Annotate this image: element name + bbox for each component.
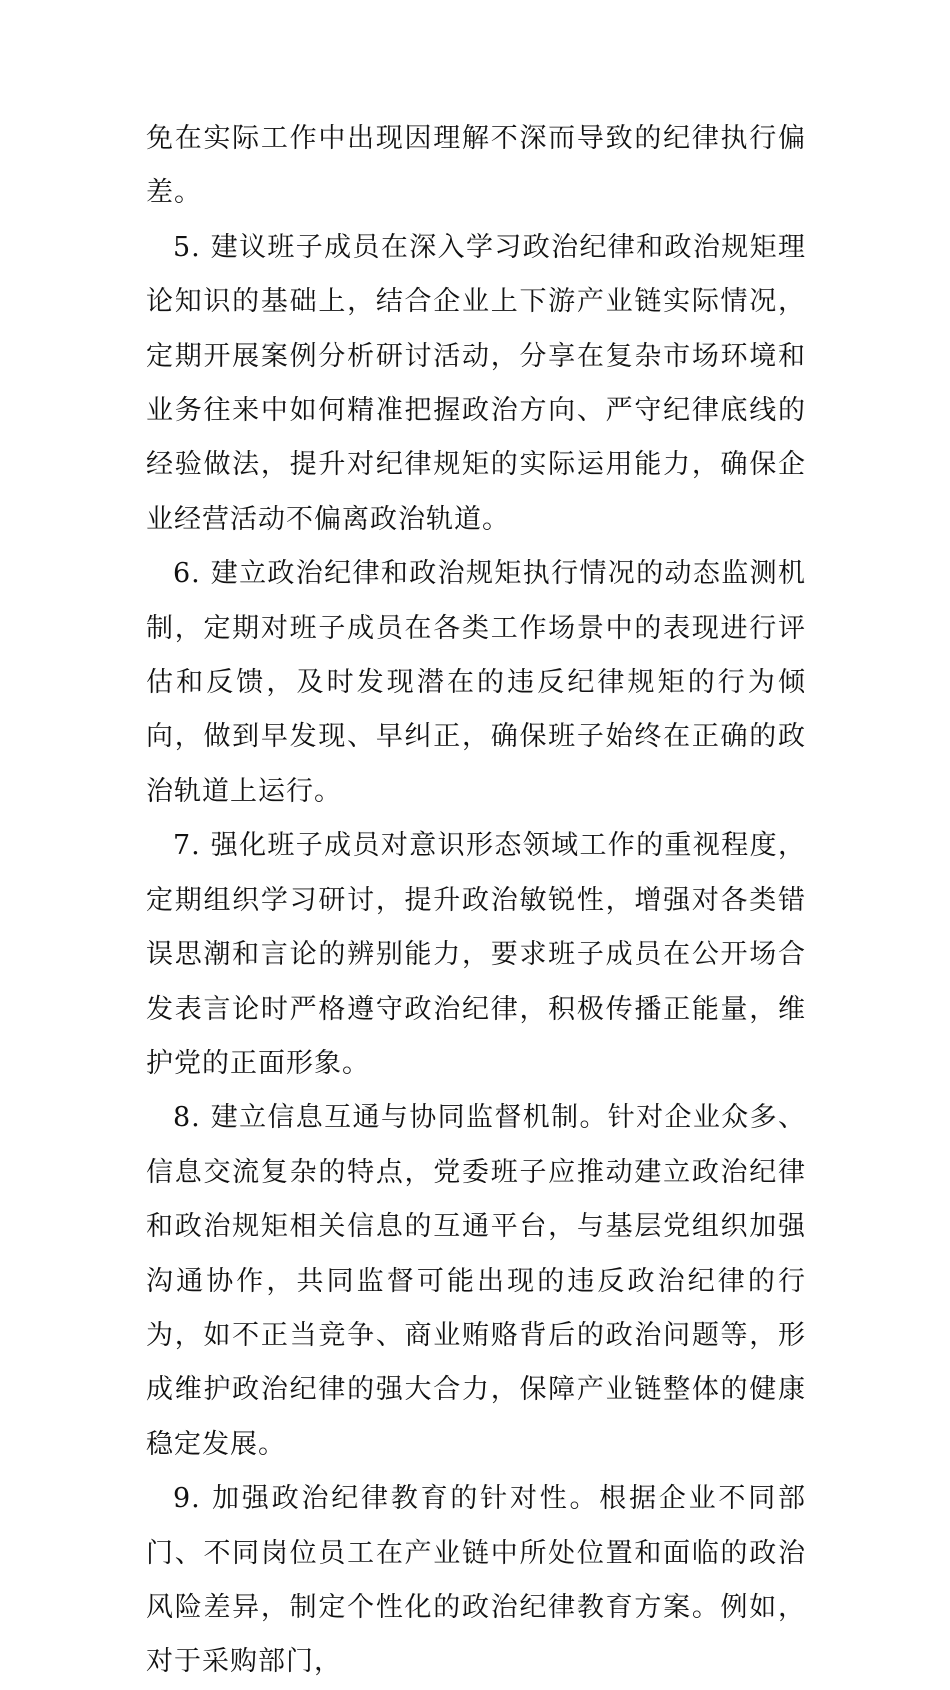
paragraph-continuation: 免在实际工作中出现因理解不深而导致的纪律执行偏差。 <box>146 123 806 209</box>
paragraph-item-6: 6. 建立政治纪律和政治规矩执行情况的动态监测机制，定期对班子成员在各类工作场景中的表现进行评估和反馈，及时发现潜在的违反纪律规矩的行为倾向，做到早发现、早纠正，确保班子始终在正确的政治轨道上运行。 <box>146 558 806 807</box>
document-body <box>146 112 806 1690</box>
paragraph-item-8: 8. 建立信息互通与协同监督机制。针对企业众多、信息交流复杂的特点，党委班子应推动建立政治纪律和政治规矩相关信息的互通平台，与基层党组织加强沟通协作，共同监督可能出现的违反政治纪律的行为，如不正当竞争、商业贿赂背后的政治问题等，形成维护政治纪律的强大合力，保障产业链整体的健康稳定发展。 <box>146 1102 806 1460</box>
paragraph-item-9: 9. 加强政治纪律教育的针对性。根据企业不同部门、不同岗位员工在产业链中所处位置和面临的政治风险差异，制定个性化的政治纪律教育方案。例如，对于采购部门， <box>146 1483 806 1678</box>
paragraph-item-7: 7. 强化班子成员对意识形态领域工作的重视程度，定期组织学习研讨，提升政治敏锐性，增强对各类错误思潮和言论的辨别能力，要求班子成员在公开场合发表言论时严格遵守政治纪律，积极传播正能量，维护党的正面形象。 <box>146 830 806 1079</box>
paragraph-item-5: 5. 建议班子成员在深入学习政治纪律和政治规矩理论知识的基础上，结合企业上下游产业链实际情况，定期开展案例分析研讨活动，分享在复杂市场环境和业务往来中如何精准把握政治方向、严守纪律底线的经验做法，提升对纪律规矩的实际运用能力，确保企业经营活动不偏离政治轨道。 <box>146 231 806 535</box>
